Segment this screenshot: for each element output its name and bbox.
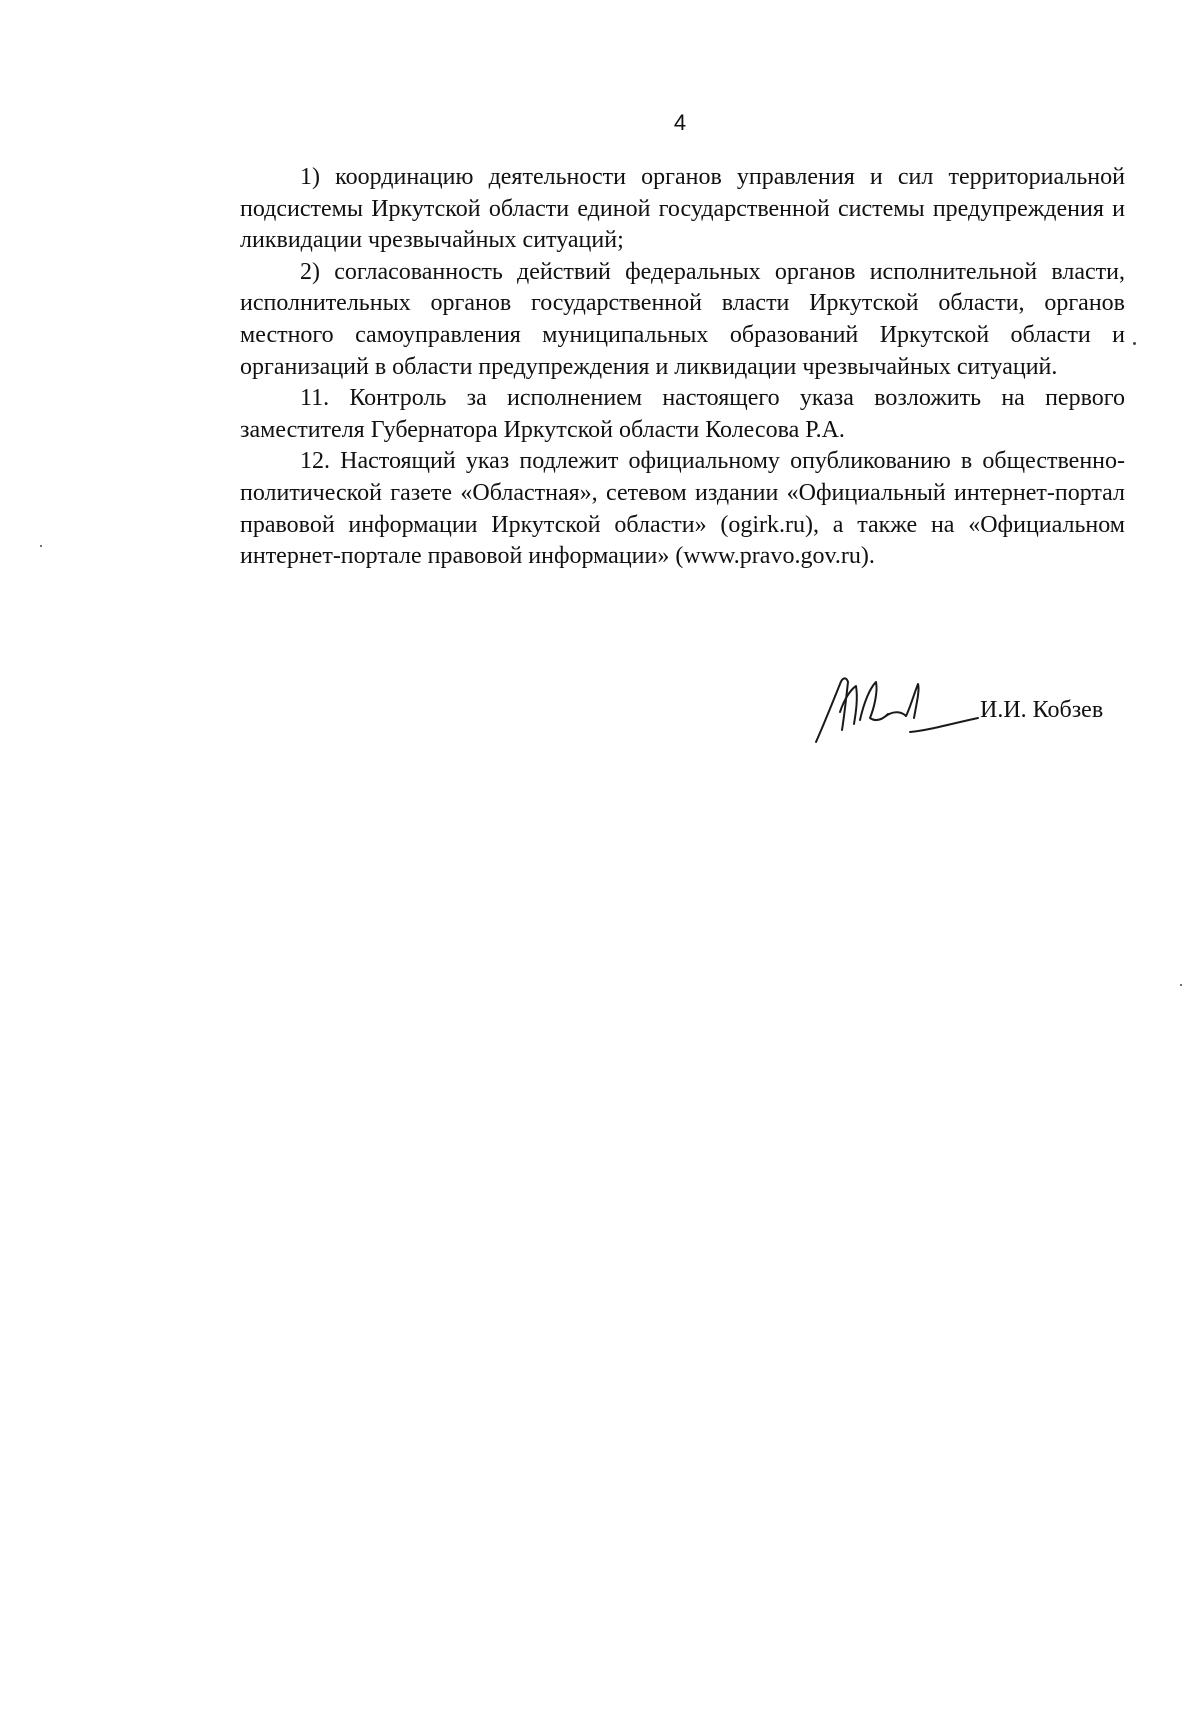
signer-name: И.И. Кобзев — [980, 697, 1104, 723]
paragraph-control: 11. Контроль за исполнением настоящего указа возложить на первого заместителя Губернатора Иркутской области Колесова Р.А. — [240, 385, 1125, 443]
scan-speck — [40, 545, 42, 547]
page-number: 4 — [673, 110, 687, 135]
signature-block — [810, 660, 1130, 750]
scan-speck — [1133, 342, 1136, 345]
scan-speck — [1180, 984, 1182, 986]
handwritten-signature — [810, 660, 990, 750]
paragraph-publication: 12. Настоящий указ подлежит официальному опубликованию в общественно-политической газете «Областная», сетевом издании «Официальный интернет-портал правовой информации Иркутской области» (ogirk.ru), а также на «Официальном интернет-портале правовой информации» (www.pravo.gov.ru). — [240, 448, 1125, 570]
document-body — [240, 162, 1125, 573]
paragraph-item-1: 1) координацию деятельности органов управления и сил территориальной подсистемы Иркутской области единой государственной системы предупреждения и ликвидации чрезвычайных ситуаций; — [240, 164, 1125, 254]
paragraph-item-2: 2) согласованность действий федеральных органов исполнительной власти, исполнительных органов государственной власти Иркутской области, органов местного самоуправления муниципальных образований Иркутской области и организаций в области предупреждения и ликвидации чрезвычайных ситуаций. — [240, 258, 1125, 380]
